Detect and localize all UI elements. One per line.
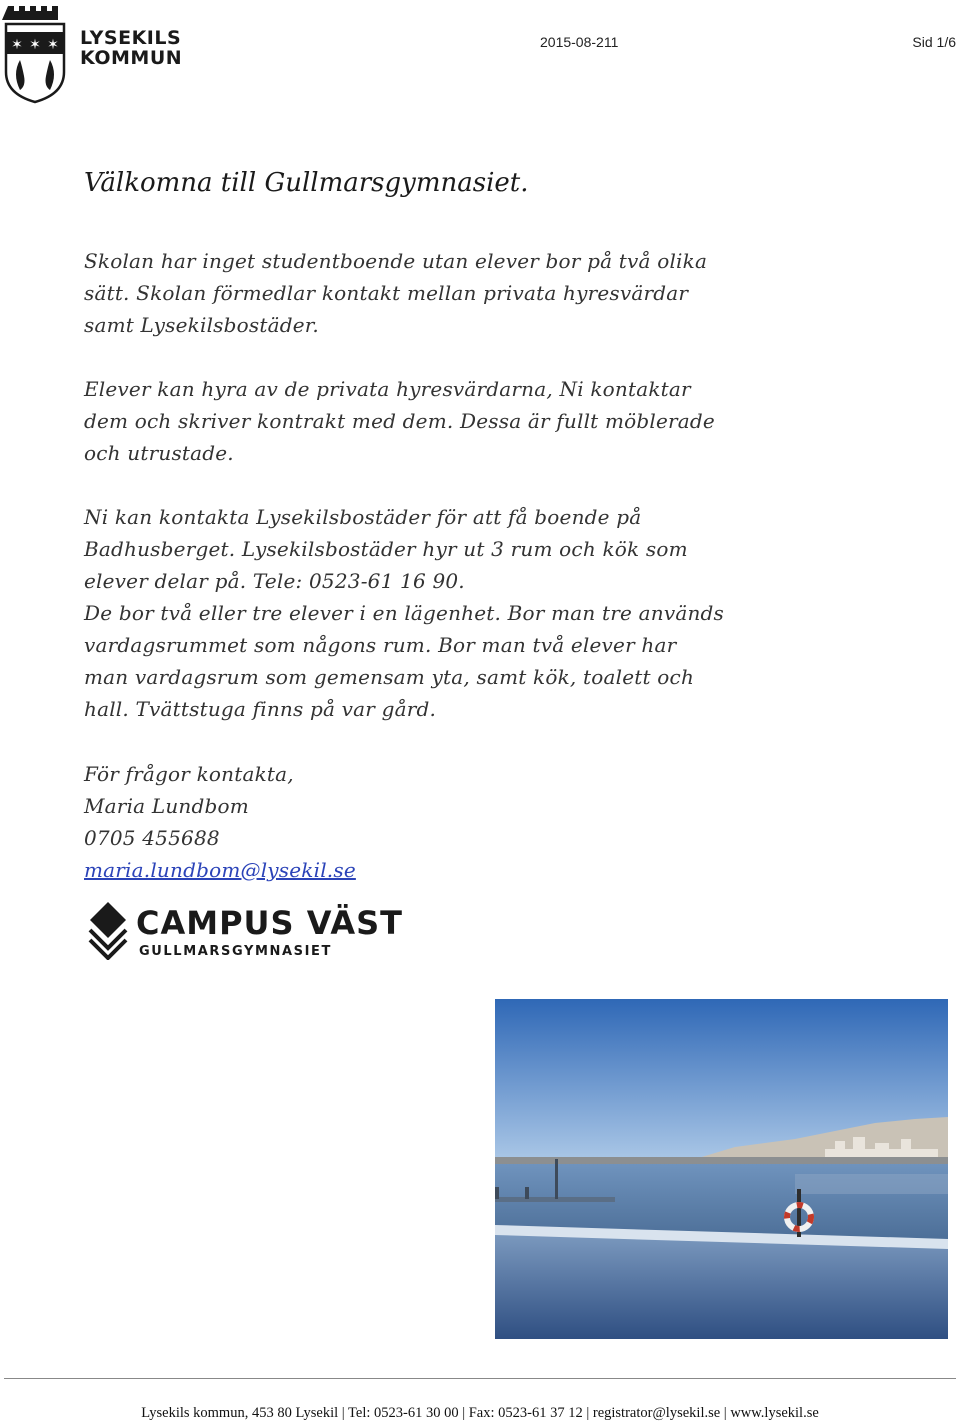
paragraph-private-landlords: [84, 373, 764, 469]
text-line: Badhusberget. Lysekilsbostäder hyr ut 3 rum och kök som: [84, 537, 688, 561]
harbor-photo: [495, 999, 948, 1339]
campus-logo-title: CAMPUS VÄST: [136, 904, 403, 942]
text-line: man vardagsrum som gemensam yta, samt kök, toalett och: [84, 665, 695, 689]
paragraph-lysekilsbostader: [84, 501, 764, 725]
lysekil-crest-logo: [2, 2, 68, 104]
text-line: dem och skriver kontrakt med dem. Dessa är fullt möblerade: [84, 409, 715, 433]
municipality-logo-text: [80, 28, 182, 68]
contact-name: Maria Lundbom: [84, 794, 249, 818]
text-line: elever delar på. Tele: 0523-61 16 90.: [84, 569, 465, 593]
text-line: och utrustade.: [84, 441, 234, 465]
footer-contact-info: Lysekils kommun, 453 80 Lysekil | Tel: 0523-61 30 00 | Fax: 0523-61 37 12 | registrator@lysekil.se | www.lysekil.se: [141, 1405, 819, 1421]
campus-logo-subtitle: GULLMARSGYMNASIET: [139, 944, 332, 959]
paragraph-housing-intro: [84, 245, 764, 341]
text-line: hall. Tvättstuga finns på var gård.: [84, 697, 437, 721]
text-line: samt Lysekilsbostäder.: [84, 313, 319, 337]
contact-email-link[interactable]: maria.lundbom@lysekil.se: [84, 858, 356, 882]
text-line: Elever kan hyra av de privata hyresvärdarna, Ni kontaktar: [84, 377, 691, 401]
text-line: Skolan har inget studentboende utan elever bor på två olika: [84, 249, 708, 273]
logo-line-1: LYSEKILS: [80, 27, 182, 49]
text-line: vardagsrummet som någons rum. Bor man två elever har: [84, 633, 677, 657]
svg-text:✶: ✶: [29, 37, 41, 53]
text-line: sätt. Skolan förmedlar kontakt mellan privata hyresvärdar: [84, 281, 689, 305]
page-number: Sid 1/6: [912, 34, 956, 50]
svg-text:✶: ✶: [11, 37, 23, 53]
contact-intro: För frågor kontakta,: [84, 762, 294, 786]
text-line: De bor två eller tre elever i en lägenhet. Bor man tre används: [84, 601, 724, 625]
page-title: Välkomna till Gullmarsgymnasiet.: [84, 168, 529, 198]
document-date: 2015-08-211: [540, 34, 619, 50]
footer-divider: [4, 1378, 956, 1379]
contact-phone: 0705 455688: [84, 826, 220, 850]
logo-line-2: KOMMUN: [80, 47, 183, 69]
text-line: Ni kan kontakta Lysekilsbostäder för att få boende på: [84, 505, 642, 529]
contact-block: [84, 758, 764, 886]
svg-text:✶: ✶: [47, 37, 59, 53]
